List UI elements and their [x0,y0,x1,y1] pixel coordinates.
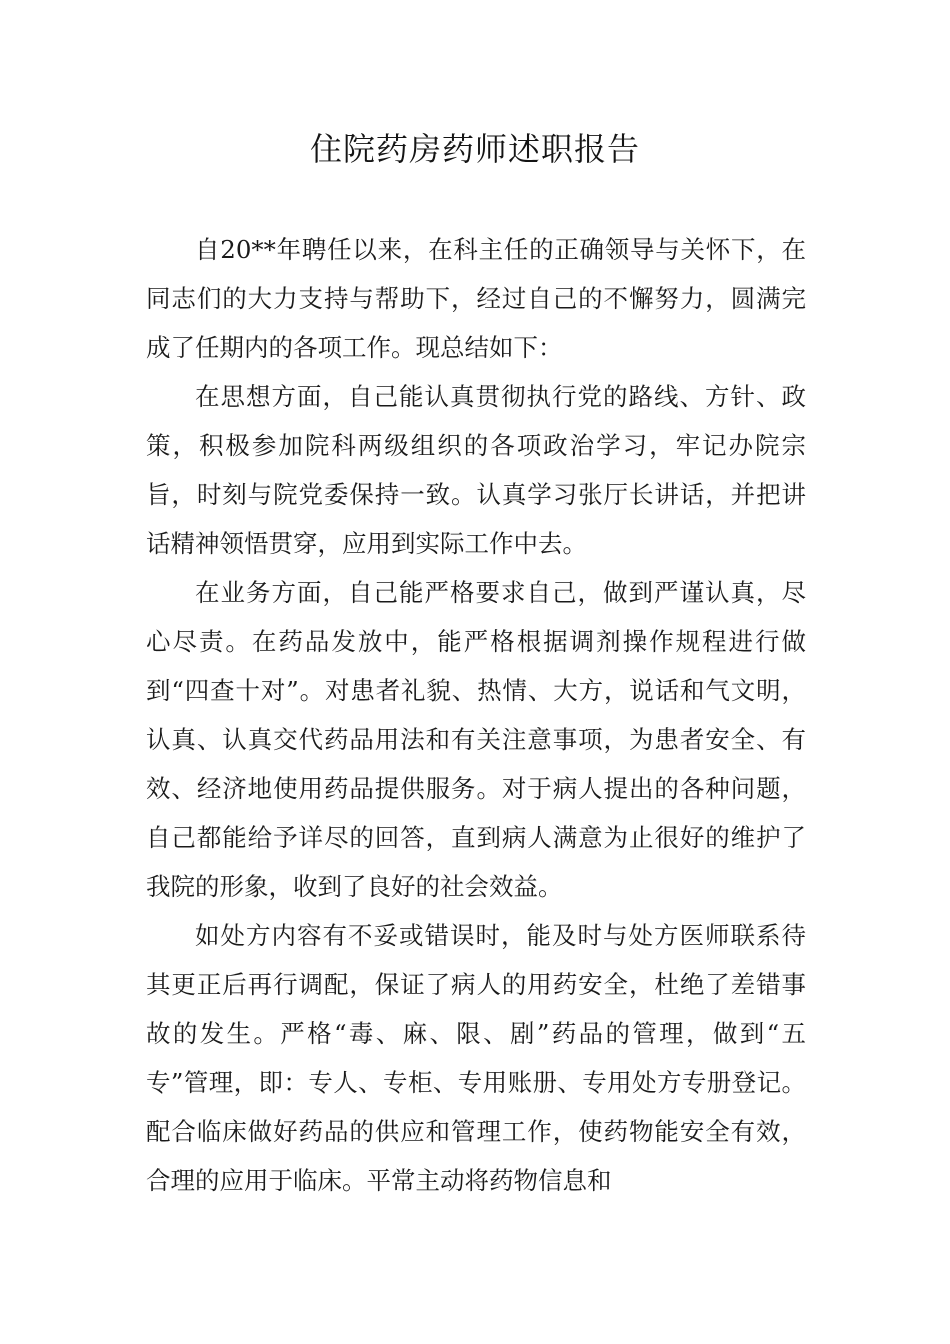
paragraph-prescription: 如处方内容有不妥或错误时，能及时与处方医师联系待其更正后再行调配，保证了病人的用药安全，杜绝了差错事故的发生。严格“毒、麻、限、剧”药品的管理，做到“五专”管理，即：专人、专柜、专用账册、专用处方专册登记。配合临床做好药品的供应和管理工作，使药物能安全有效，合理的应用于临床。平常主动将药物信息和 [146,921,806,1195]
paragraph-ideology: 在思想方面，自己能认真贯彻执行党的路线、方针、政策，积极参加院科两级组织的各项政治学习，牢记办院宗旨，时刻与院党委保持一致。认真学习张厅长讲话，并把讲话精神领悟贯穿，应用到实际工作中去。 [146,382,806,558]
paragraph-intro: 自20**年聘任以来，在科主任的正确领导与关怀下，在同志们的大力支持与帮助下，经过自己的不懈努力，圆满完成了任期内的各项工作。现总结如下： [146,235,806,362]
document-title: 住院药房药师述职报告 [309,130,640,168]
paragraph-business: 在业务方面，自己能严格要求自己，做到严谨认真，尽心尽责。在药品发放中，能严格根据调剂操作规程进行做到“四查十对”。对患者礼貌、热情、大方，说话和气文明，认真、认真交代药品用法和有关注意事项，为患者安全、有效、经济地使用药品提供服务。对于病人提出的各种问题，自己都能给予详尽的回答，直到病人满意为止很好的维护了我院的形象，收到了良好的社会效益。 [146,578,806,901]
document-body [146,225,806,1205]
